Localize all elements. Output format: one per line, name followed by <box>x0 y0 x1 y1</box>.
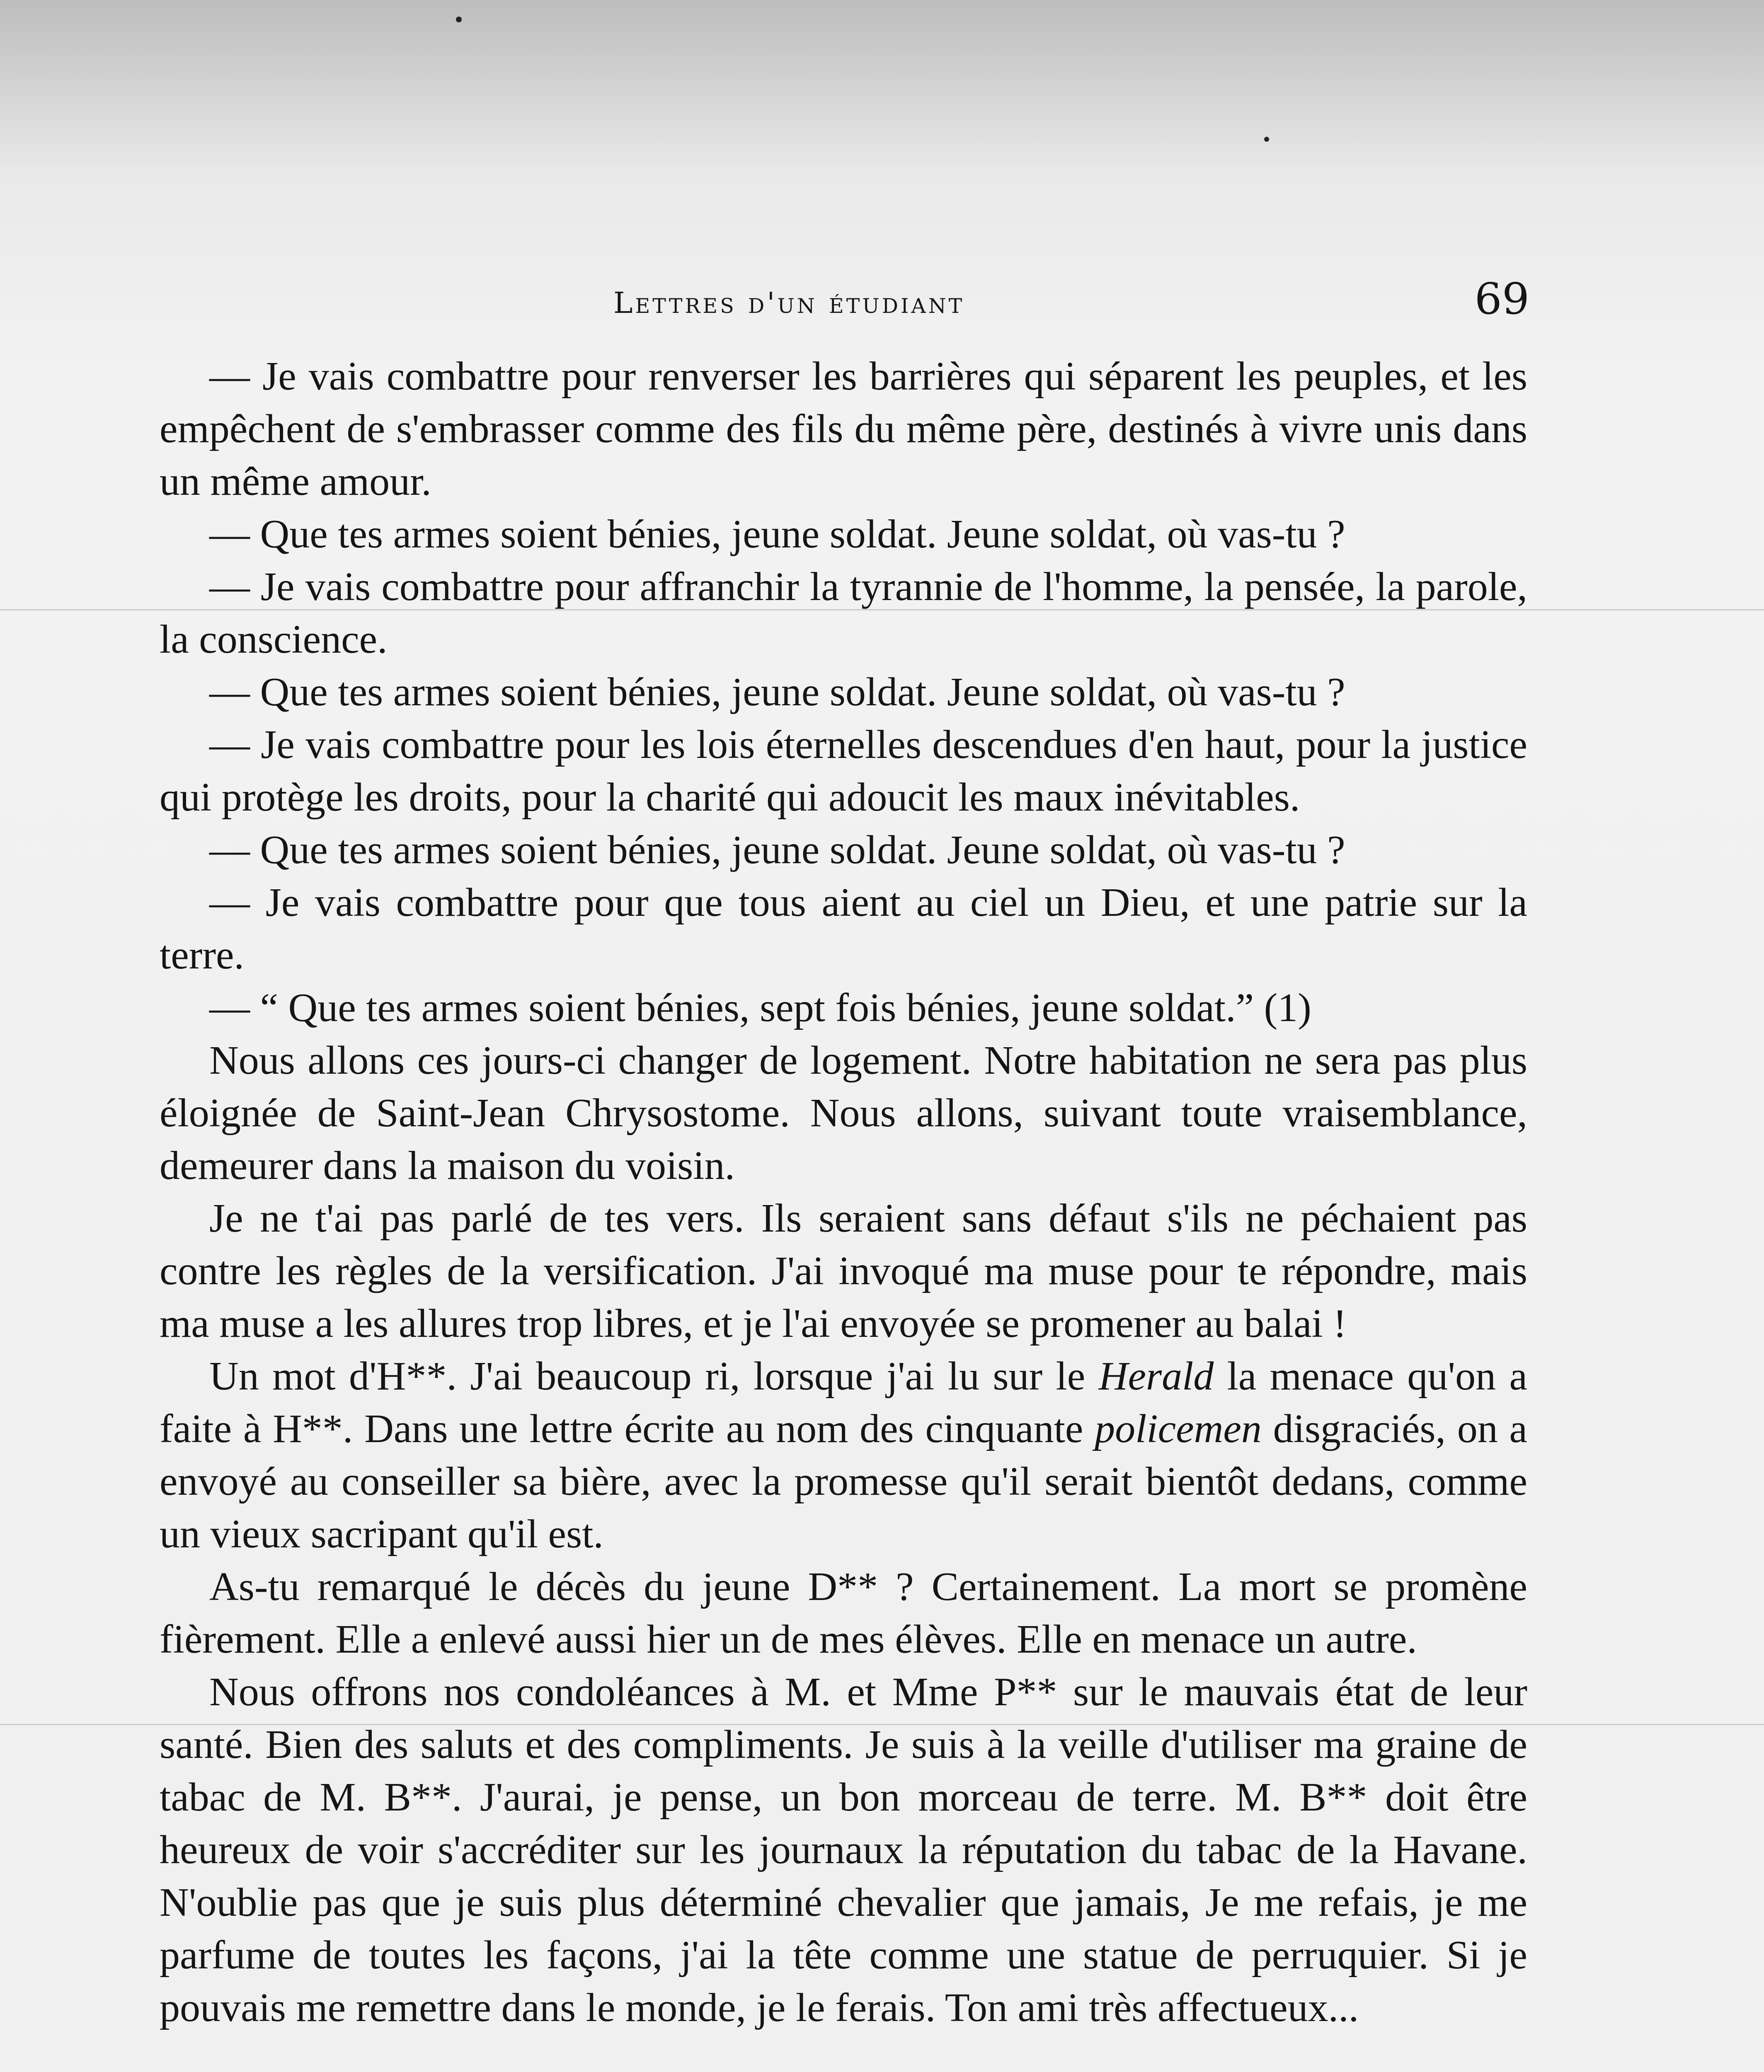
paragraph: — Je vais combattre pour que tous aient au ciel un Dieu, et une patrie sur la terre. <box>160 880 1527 978</box>
paragraph: — Que tes armes soient bénies, jeune soldat. Jeune soldat, où vas-tu ? <box>209 828 1345 872</box>
page-header <box>158 269 1538 327</box>
text-run: Un mot d'H**. J'ai beaucoup ri, lorsque j'ai lu sur le <box>209 1354 1099 1399</box>
paragraph: — Je vais combattre pour affranchir la tyrannie de l'homme, la pensée, la parole, la conscience. <box>160 564 1527 662</box>
italic-word-policemen: policemen <box>1095 1406 1262 1451</box>
text-run: disgraciés, on a envoyé au conseiller sa bière, avec la promesse qu'il serait bientôt dedans, comme un vieux sacripant qu'il est. <box>160 1406 1527 1556</box>
paragraph: Nous allons ces jours-ci changer de logement. Notre habitation ne sera pas plus éloignée de Saint-Jean Chrysostome. Nous allons, suivant toute vraisemblance, demeurer dans la maison du voisin. <box>160 1038 1527 1188</box>
paragraph-herald <box>160 1350 1527 1561</box>
body-text <box>160 350 1527 2034</box>
scan-speck <box>1264 137 1269 142</box>
scan-speck <box>456 17 462 22</box>
italic-word-herald: Herald <box>1098 1354 1214 1399</box>
running-title: Lettres d'un étudiant <box>613 286 965 320</box>
page-number: 69 <box>1474 274 1529 324</box>
text-run: la menace qu'on a faite à H**. Dans une lettre écrite au nom des cinquante <box>160 1354 1527 1451</box>
paragraph: — Que tes armes soient bénies, jeune soldat. Jeune soldat, où vas-tu ? <box>209 670 1345 714</box>
paragraph: — Je vais combattre pour les lois éternelles descendues d'en haut, pour la justice qui protège les droits, pour la charité qui adoucit les maux inévitables. <box>160 722 1527 820</box>
paragraph: Je ne t'ai pas parlé de tes vers. Ils seraient sans défaut s'ils ne péchaient pas contre les règles de la versification. J'ai invoqué ma muse pour te répondre, mais ma muse a les allures trop libres, et je l'ai envoyée se promener au balai ! <box>160 1196 1527 1346</box>
paragraph: — “ Que tes armes soient bénies, sept fois bénies, jeune soldat.” (1) <box>209 985 1311 1030</box>
paragraph: — Je vais combattre pour renverser les barrières qui séparent les peuples, et les empêchent de s'embrasser comme des fils du même père, destinés à vivre unis dans un même amour. <box>160 354 1527 504</box>
paragraph: — Que tes armes soient bénies, jeune soldat. Jeune soldat, où vas-tu ? <box>209 512 1345 557</box>
paragraph: As-tu remarqué le décès du jeune D** ? Certainement. La mort se promène fièrement. Elle a enlevé aussi hier un de mes élèves. Elle en menace un autre. <box>160 1564 1527 1662</box>
paragraph: Nous offrons nos condoléances à M. et Mme P** sur le mauvais état de leur santé. Bien des saluts et des compliments. Je suis à la veille d'utiliser ma graine de tabac de M. B**. J'aurai, je pense, un bon morceau de terre. M. B** doit être heureux de voir s'accréditer sur les journaux la réputation du tabac de la Havane. N'oublie pas que je suis plus déterminé chevalier que jamais, Je me refais, je me parfume de toutes les façons, j'ai la tête comme une statue de perruquier. Si je pouvais me remettre dans le monde, je le ferais. Ton ami très affectueux... <box>160 1670 1527 2030</box>
